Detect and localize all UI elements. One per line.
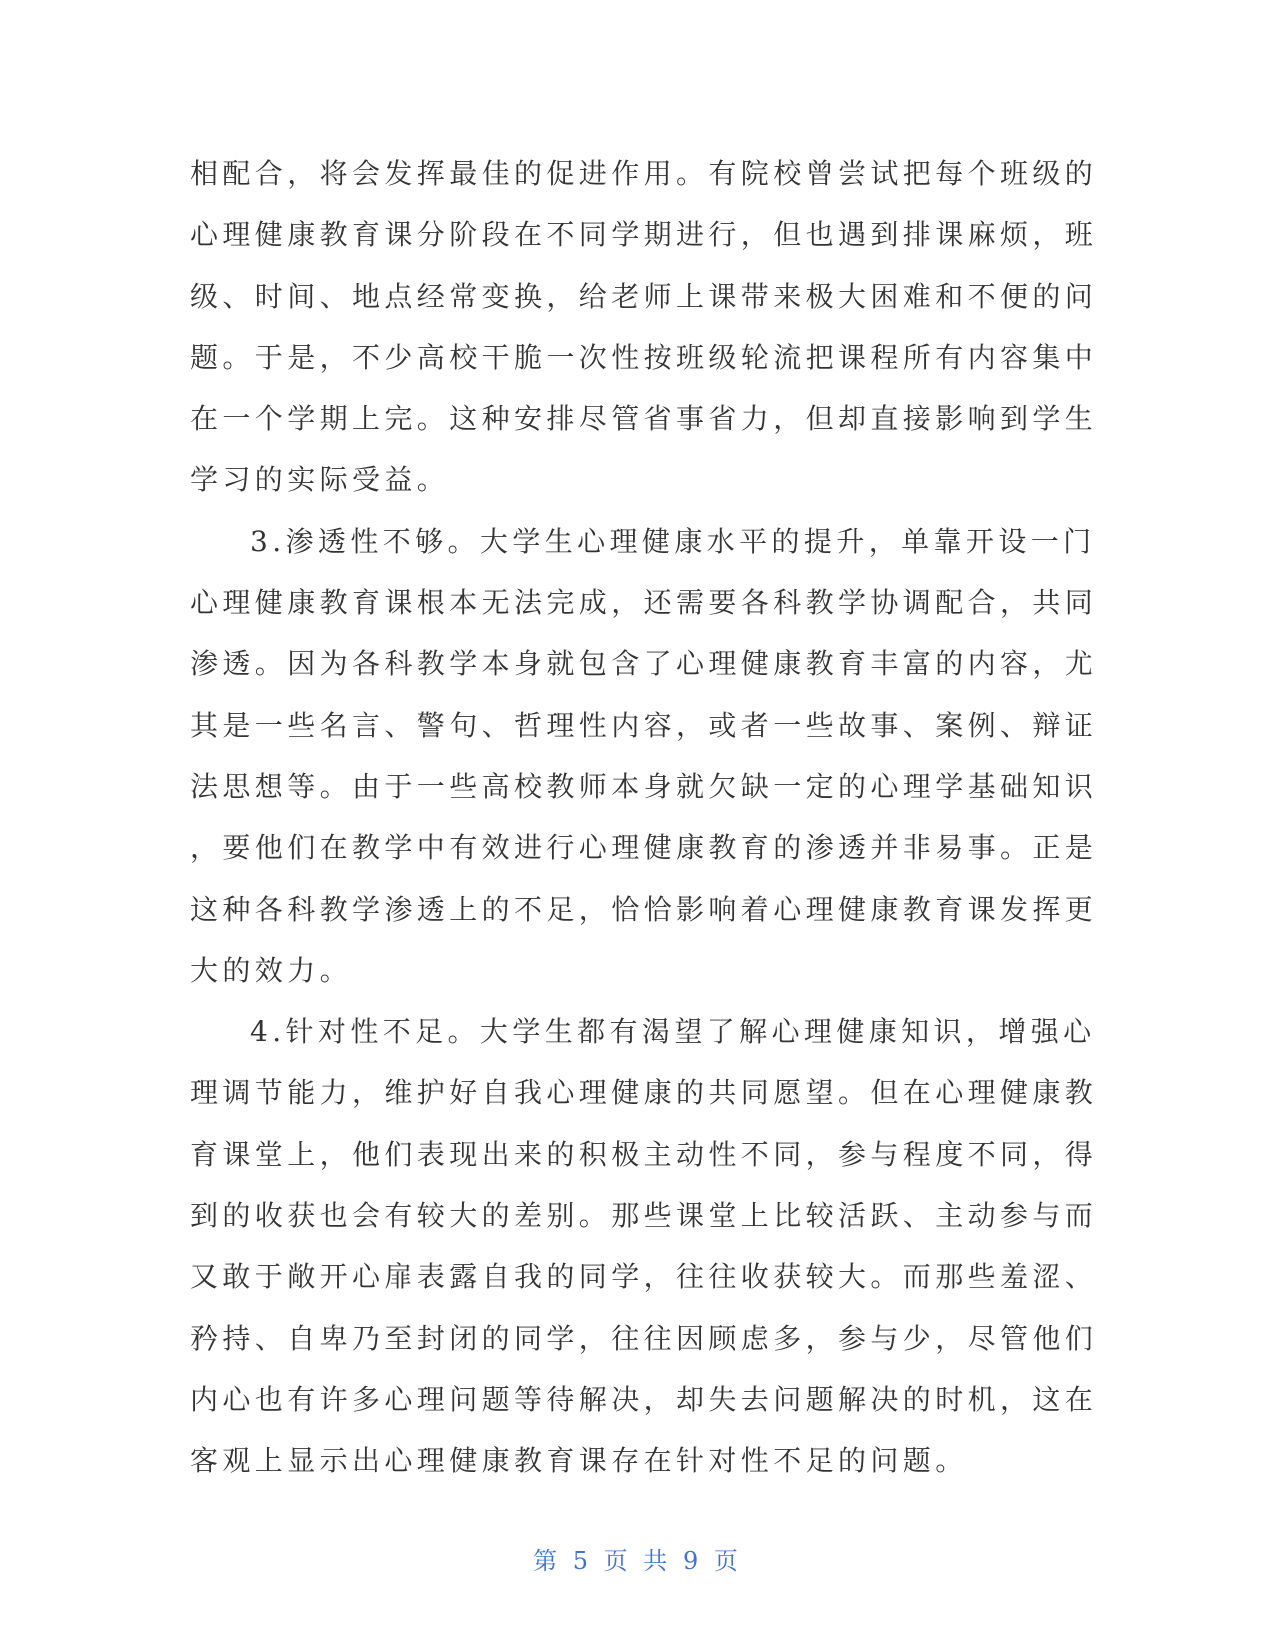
text-line: 又敢于敞开心扉表露自我的同学，往往收获较大。而那些羞涩、 <box>190 1260 1098 1294</box>
text-line: 在一个学期上完。这种安排尽管省事省力，但却直接影响到学生 <box>190 402 1098 436</box>
paragraph-2 <box>190 511 1098 1001</box>
text-line: 3.渗透性不够。大学生心理健康水平的提升，单靠开设一门 <box>250 524 1096 558</box>
text-line: 客观上显示出心理健康教育课存在针对性不足的问题。 <box>190 1444 968 1478</box>
text-line: 学习的实际受益。 <box>190 463 450 497</box>
text-line: 大的效力。 <box>190 953 353 987</box>
text-line: 题。于是，不少高校干脆一次性按班级轮流把课程所有内容集中 <box>190 340 1098 374</box>
paragraph-1 <box>190 143 1098 511</box>
text-line: 渗透。因为各科教学本身就包含了心理健康教育丰富的内容，尤 <box>190 647 1098 681</box>
text-line: 其是一些名言、警句、哲理性内容，或者一些故事、案例、辩证 <box>190 708 1098 742</box>
text-line: 育课堂上，他们表现出来的积极主动性不同，参与程度不同，得 <box>190 1137 1098 1171</box>
text-line: 心理健康教育课分阶段在不同学期进行，但也遇到排课麻烦，班 <box>190 218 1098 252</box>
text-line: 到的收获也会有较大的差别。那些课堂上比较活跃、主动参与而 <box>190 1199 1098 1233</box>
text-line: 相配合，将会发挥最佳的促进作用。有院校曾尝试把每个班级的 <box>190 157 1098 190</box>
text-line: 矜持、自卑乃至封闭的同学，往往因顾虑多，参与少，尽管他们 <box>190 1321 1098 1355</box>
text-line: 内心也有许多心理问题等待解决，却失去问题解决的时机，这在 <box>190 1382 1098 1416</box>
text-line: 这种各科教学渗透上的不足，恰恰影响着心理健康教育课发挥更 <box>190 892 1098 926</box>
text-line: 4.针对性不足。大学生都有渴望了解心理健康知识，增强心 <box>250 1015 1096 1049</box>
text-line: 心理健康教育课根本无法完成，还需要各科教学协调配合，共同 <box>190 586 1098 620</box>
text-line: ，要他们在教学中有效进行心理健康教育的渗透并非易事。正是 <box>190 831 1098 865</box>
text-line: 理调节能力，维护好自我心理健康的共同愿望。但在心理健康教 <box>190 1076 1098 1110</box>
text-line: 法思想等。由于一些高校教师本身就欠缺一定的心理学基础知识 <box>190 769 1098 803</box>
text-line: 级、时间、地点经常变换，给老师上课带来极大困难和不便的问 <box>190 279 1098 313</box>
paragraph-3 <box>190 1001 1098 1491</box>
page-number-footer: 第 5 页 共 9 页 <box>533 1547 742 1575</box>
body-text <box>190 143 1098 1492</box>
